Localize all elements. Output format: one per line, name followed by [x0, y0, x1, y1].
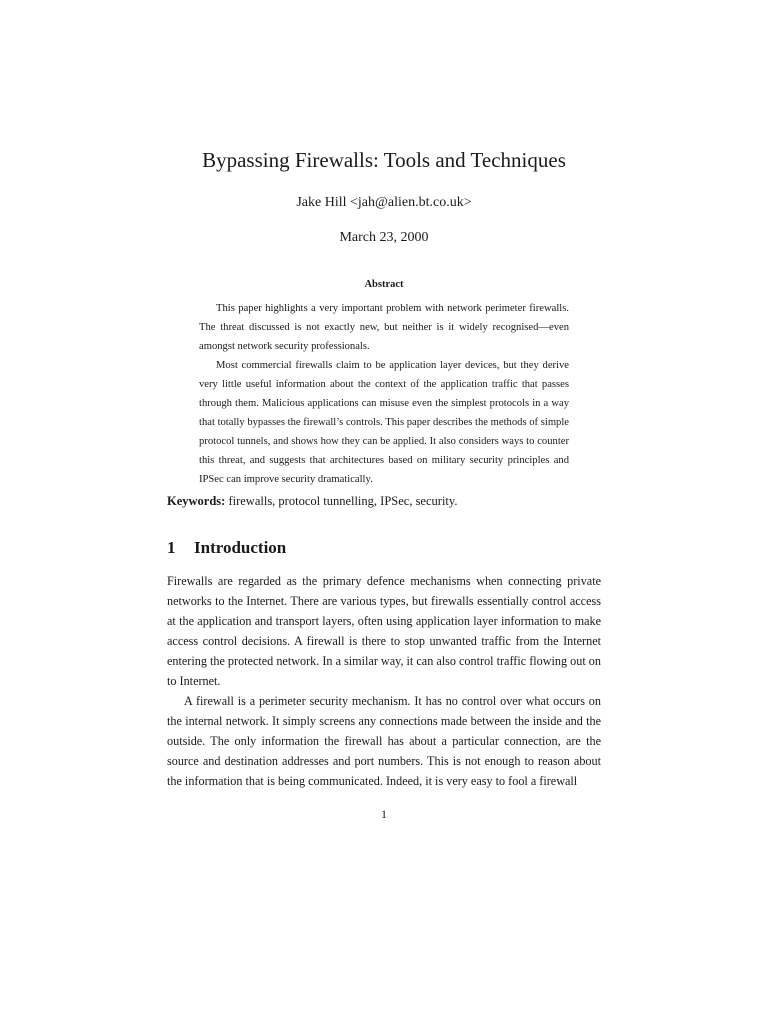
- abstract-paragraph: Most commercial firewalls claim to be application layer devices, but they derive very little useful information about the context of the application traffic that passes through them. Malicious applications can misuse even the simplest protocols in a way that totally bypasses the firewall’s controls. This paper describes the methods of simple protocol tunnels, and shows how they can be applied. It also considers ways to counter this threat, and suggests that architectures based on military security principles and IPSec can improve security dramatically.: [199, 360, 569, 485]
- abstract-paragraph: This paper highlights a very important problem with network perimeter firewalls. The threat discussed is not exactly new, but neither is it widely recognised—even amongst network security professionals.: [199, 303, 569, 352]
- body-paragraph: Firewalls are regarded as the primary defence mechanisms when connecting private networks to the Internet. There are various types, but firewalls essentially control access at the application and transport layers, often using application layer information to make access control decisions. A firewall is there to stop unwanted traffic from the Internet entering the protected network. In a similar way, it can also control traffic flowing out on to Internet.: [167, 574, 601, 688]
- page-number: 1: [381, 807, 387, 821]
- body-paragraph: A firewall is a perimeter security mechanism. It has no control over what occurs on the internal network. It simply screens any connections made between the inside and the outside. The only information the firewall has about a particular connection, are the source and destination addresses and port numbers. This is not enough to reason about the information that is being communicated. Indeed, it is very easy to fool a firewall: [167, 694, 601, 788]
- paper-title: Bypassing Firewalls: Tools and Techniques: [202, 148, 566, 172]
- abstract-heading: Abstract: [364, 279, 404, 290]
- section-title: Introduction: [194, 538, 287, 557]
- section-heading: [167, 536, 607, 560]
- section-body: [167, 571, 601, 791]
- keywords-line: [167, 491, 607, 511]
- section-number: 1: [167, 538, 176, 557]
- keywords-label: Keywords:: [167, 494, 226, 508]
- author-line: Jake Hill <jah@alien.bt.co.uk>: [296, 195, 472, 210]
- abstract-body: [199, 299, 569, 489]
- publication-date: March 23, 2000: [339, 230, 429, 245]
- keywords-text: firewalls, protocol tunnelling, IPSec, security.: [228, 494, 458, 508]
